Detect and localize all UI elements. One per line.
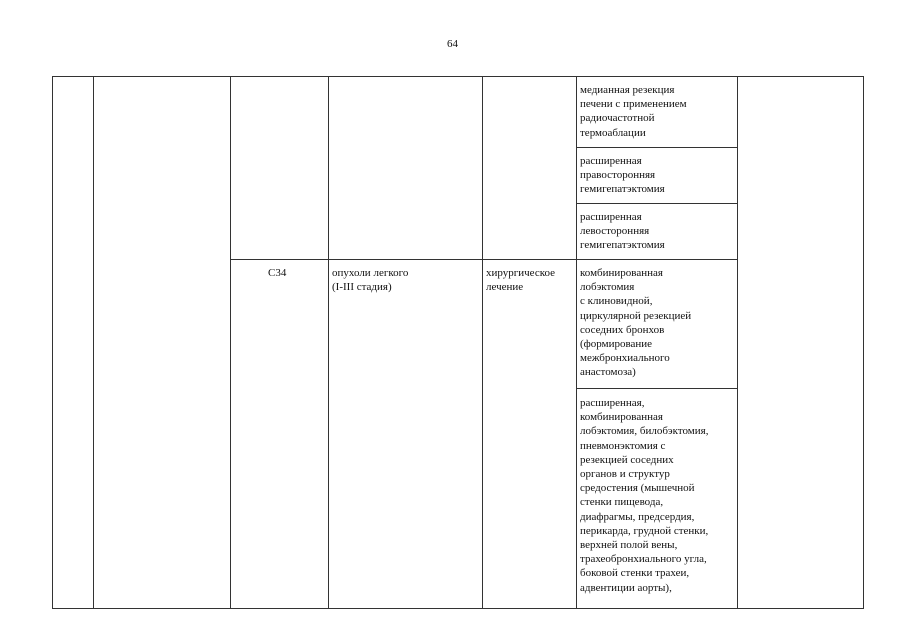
table-border-top: [52, 76, 864, 77]
column-divider-1: [93, 76, 94, 609]
method-cell: расширенная правосторонняя гемигепатэктомия: [580, 155, 665, 196]
method-cell: расширенная левосторонняя гемигепатэктомия: [580, 211, 665, 252]
treatment-type-cell: хирургическое лечение: [486, 267, 556, 294]
medical-care-table: [52, 76, 864, 609]
row-divider-c34: [230, 259, 738, 260]
row-divider-methods-2: [576, 203, 738, 204]
row-divider-methods-1: [576, 147, 738, 148]
table-border-left: [52, 76, 53, 609]
column-divider-4: [482, 76, 483, 609]
column-divider-3: [328, 76, 329, 609]
method-cell: расширенная, комбинированная лобэктомия, билобэктомия, пневмонэктомия с резекцией соседних органов и структур средостения (мышечной стенки пищевода, диафрагмы, предсердия, перикарда, грудной стенки, верхней полой вены, трахеобронхиального угла, боковой стенки трахеи, адвентиции аорты),: [580, 397, 709, 594]
column-divider-2: [230, 76, 231, 609]
page-number: 64: [447, 38, 458, 50]
method-cell: медианная резекция печени с применением радиочастотной термоаблации: [580, 84, 687, 139]
method-cell: комбинированная лобэктомия с клиновидной, циркулярной резекцией соседних бронхов (формирование межбронхиального анастомоза): [580, 267, 692, 379]
column-divider-5: [576, 76, 577, 609]
table-border-bottom: [52, 608, 864, 609]
row-divider-methods-3: [576, 388, 738, 389]
table-border-right: [863, 76, 864, 609]
code-cell: C34: [268, 267, 287, 279]
diagnosis-cell: опухоли легкого (I-III стадия): [332, 267, 409, 294]
